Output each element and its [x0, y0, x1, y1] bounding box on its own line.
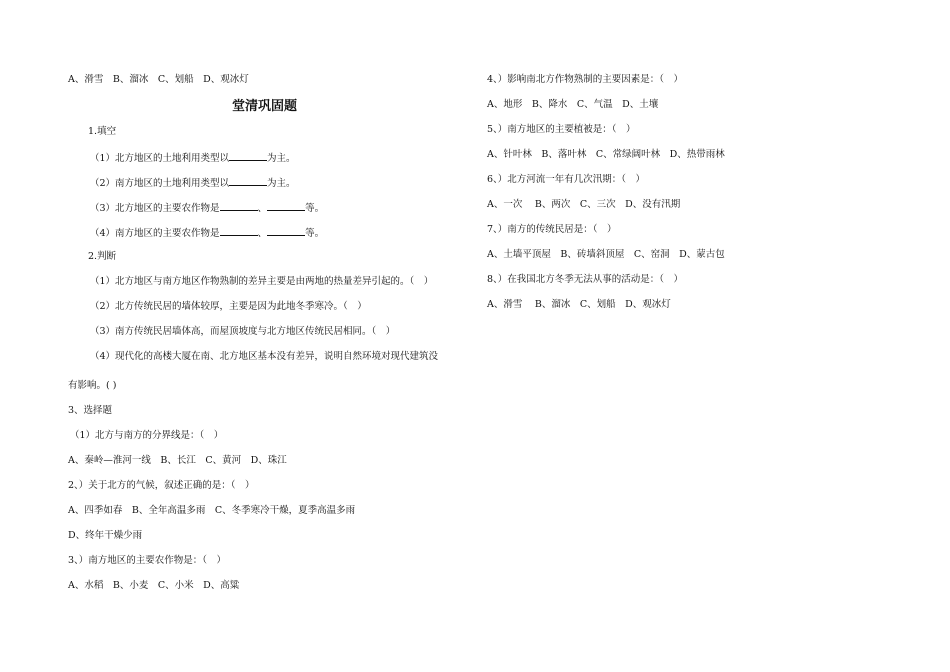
choice-question-7-options: A、土墙平顶屋 B、砖墙斜顶屋 C、窑洞 D、蒙古包 — [487, 249, 725, 260]
fill-question-2-suffix: 为主。 — [267, 178, 296, 189]
fill-question-3-suffix: 等。 — [305, 203, 325, 214]
fill-question-1-text: （1）北方地区的土地利用类型以 — [90, 153, 230, 164]
section-judge-heading: 2.判断 — [88, 251, 117, 262]
judge-question-4: （4）现代化的高楼大厦在南、北方地区基本没有差异，说明自然环境对现代建筑没 — [90, 351, 439, 362]
choice-question-2-options: A、四季如春 B、全年高温多雨 C、冬季寒冷干燥，夏季高温多雨 — [68, 505, 356, 516]
answer-blank[interactable] — [267, 226, 305, 236]
answer-blank[interactable] — [229, 151, 267, 161]
choice-question-6: 6、）北方河流一年有几次汛期：（ ） — [487, 174, 646, 185]
fill-question-3 — [90, 201, 324, 215]
choice-question-1: （1）北方与南方的分界线是：（ ） — [70, 430, 224, 441]
previous-question-options: A、滑雪 B、溜冰 C、划船 D、观冰灯 — [68, 74, 249, 85]
fill-question-1 — [90, 151, 296, 165]
choice-question-3: 3、）南方地区的主要农作物是：（ ） — [68, 555, 227, 566]
choice-question-6-options: A、一次 B、两次 C、三次 D、没有汛期 — [487, 199, 681, 210]
answer-blank[interactable] — [220, 201, 258, 211]
choice-question-8: 8、）在我国北方冬季无法从事的活动是：（ ） — [487, 274, 684, 285]
fill-question-3-separator: 、 — [257, 203, 268, 214]
fill-question-2-text: （2）南方地区的土地利用类型以 — [90, 178, 230, 189]
fill-question-4-separator: 、 — [257, 228, 268, 239]
fill-question-2 — [90, 176, 296, 190]
choice-question-4-options: A、地形 B、降水 C、气温 D、土壤 — [487, 99, 659, 110]
fill-question-1-suffix: 为主。 — [267, 153, 296, 164]
section-choice-heading: 3、选择题 — [68, 405, 113, 416]
choice-question-8-options: A、滑雪 B、溜冰 C、划船 D、观冰灯 — [487, 299, 671, 310]
fill-question-4 — [90, 226, 324, 240]
choice-question-5: 5、）南方地区的主要植被是：（ ） — [487, 124, 636, 135]
judge-question-2: （2）北方传统民居的墙体较厚，主要是因为此地冬季寒冷。（ ） — [90, 301, 367, 312]
fill-question-3-text: （3）北方地区的主要农作物是 — [90, 203, 220, 214]
judge-question-3: （3）南方传统民居墙体高，而屋顶坡度与北方地区传统民居相同。（ ） — [90, 326, 396, 337]
answer-blank[interactable] — [229, 176, 267, 186]
choice-question-2: 2、）关于北方的气候，叙述正确的是：（ ） — [68, 480, 255, 491]
choice-question-3-options: A、水稻 B、小麦 C、小米 D、高粱 — [68, 580, 240, 591]
judge-question-1: （1）北方地区与南方地区作物熟制的差异主要是由两地的热量差异引起的。（ ） — [90, 276, 434, 287]
answer-blank[interactable] — [267, 201, 305, 211]
choice-question-2-options-continued: D、终年干燥少雨 — [68, 530, 143, 541]
judge-question-4-continued: 有影响。( ) — [68, 380, 117, 391]
choice-question-5-options: A、针叶林 B、落叶林 C、常绿阔叶林 D、热带雨林 — [487, 149, 725, 160]
choice-question-1-options: A、秦岭—淮河一线 B、长江 C、黄河 D、珠江 — [68, 455, 287, 466]
page-title: 堂清巩固题 — [232, 99, 298, 114]
fill-question-4-text: （4）南方地区的主要农作物是 — [90, 228, 220, 239]
answer-blank[interactable] — [220, 226, 258, 236]
fill-question-4-suffix: 等。 — [305, 228, 325, 239]
choice-question-7: 7、）南方的传统民居是：（ ） — [487, 224, 617, 235]
choice-question-4: 4、）影响南北方作物熟制的主要因素是：（ ） — [487, 74, 684, 85]
section-fill-in-heading: 1.填空 — [88, 126, 117, 137]
